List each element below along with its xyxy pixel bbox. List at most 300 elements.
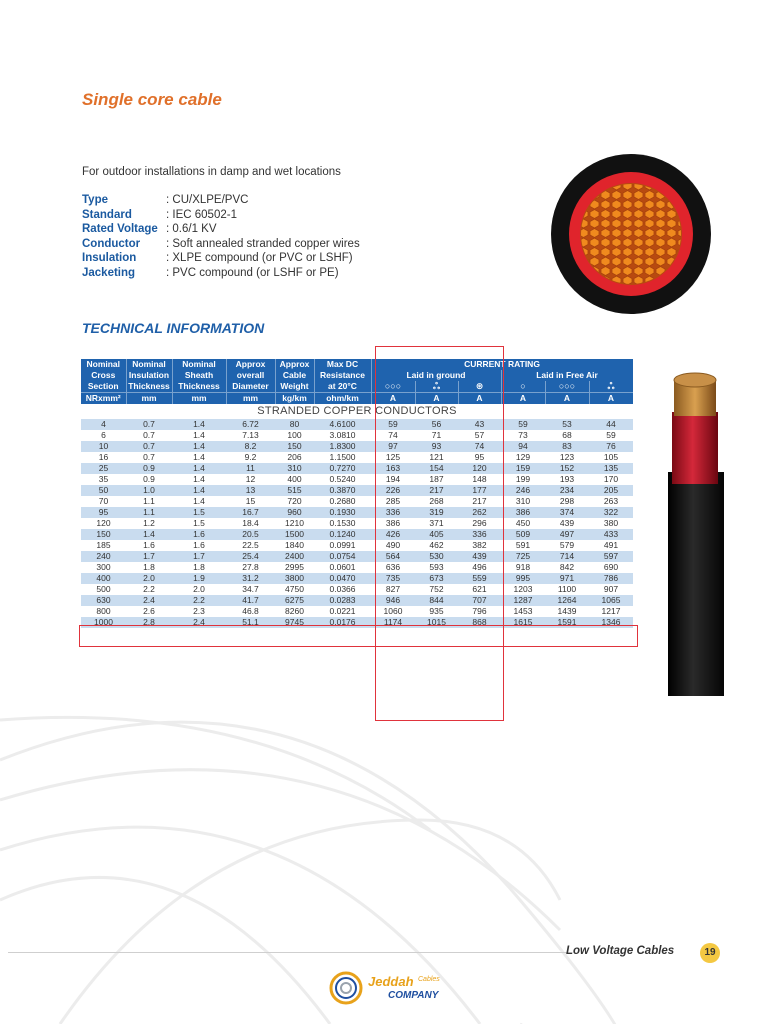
table-cell: 44 <box>589 419 633 430</box>
table-cell: 298 <box>545 496 589 507</box>
table-cell: 2995 <box>275 562 314 573</box>
table-cell: 593 <box>415 562 458 573</box>
table-cell: 796 <box>458 606 501 617</box>
table-cell: 105 <box>589 452 633 463</box>
table-cell: 1060 <box>371 606 415 617</box>
table-cell: 70 <box>81 496 126 507</box>
table-cell: 995 <box>501 573 545 584</box>
table-cell: 1287 <box>501 595 545 606</box>
table-row <box>81 496 633 507</box>
table-cell: 2400 <box>275 551 314 562</box>
table-cell: 25.4 <box>226 551 275 562</box>
table-cell: 1.4 <box>172 496 226 507</box>
table-cell: 240 <box>81 551 126 562</box>
table-cell: 735 <box>371 573 415 584</box>
table-cell: 1174 <box>371 617 415 628</box>
table-cell: 1.7 <box>172 551 226 562</box>
table-cell: 400 <box>275 474 314 485</box>
table-cell: 129 <box>501 452 545 463</box>
table-cell: 95 <box>458 452 501 463</box>
table-cell: 206 <box>275 452 314 463</box>
table-cell: 496 <box>458 562 501 573</box>
table-cell: 530 <box>415 551 458 562</box>
table-cell: 1.7 <box>126 551 172 562</box>
table-cell: 0.0991 <box>314 540 371 551</box>
page-number: 19 <box>700 943 720 963</box>
table-cell: 121 <box>415 452 458 463</box>
table-cell: 935 <box>415 606 458 617</box>
table-cell: 1.1 <box>126 496 172 507</box>
table-cell: 371 <box>415 518 458 529</box>
table-cell: 83 <box>545 441 589 452</box>
table-cell: 400 <box>81 573 126 584</box>
table-cell: 462 <box>415 540 458 551</box>
table-cell: 263 <box>589 496 633 507</box>
table-cell: 199 <box>501 474 545 485</box>
table-row <box>81 474 633 485</box>
table-cell: 0.7 <box>126 452 172 463</box>
logo-text: Jeddah <box>368 974 414 989</box>
table-cell: 152 <box>545 463 589 474</box>
table-cell: 1.4 <box>172 430 226 441</box>
table-cell: 707 <box>458 595 501 606</box>
single-spaced-icon: ○ <box>501 381 545 393</box>
table-cell: 0.0601 <box>314 562 371 573</box>
table-cell: 2.4 <box>172 617 226 628</box>
table-cell: 95 <box>81 507 126 518</box>
table-cell: 1.4 <box>126 529 172 540</box>
footer-divider <box>8 952 568 953</box>
table-cell: 1.4 <box>172 463 226 474</box>
table-cell: 34.7 <box>226 584 275 595</box>
table-cell: 3.0810 <box>314 430 371 441</box>
header-cell: Thickness <box>172 381 226 393</box>
table-cell: 1203 <box>501 584 545 595</box>
spec-row <box>82 266 360 281</box>
table-cell: 51.1 <box>226 617 275 628</box>
table-cell: 2.4 <box>126 595 172 606</box>
table-cell: 1.8300 <box>314 441 371 452</box>
table-row <box>81 430 633 441</box>
table-cell: 322 <box>589 507 633 518</box>
table-cell: 1615 <box>501 617 545 628</box>
table-cell: 71 <box>415 430 458 441</box>
table-cell: 217 <box>415 485 458 496</box>
table-cell: 1100 <box>545 584 589 595</box>
section-label: STRANDED COPPER CONDUCTORS <box>81 404 633 419</box>
table-cell: 720 <box>275 496 314 507</box>
table-cell: 4.6100 <box>314 419 371 430</box>
unit-cell: ohm/km <box>314 393 371 405</box>
table-cell: 194 <box>371 474 415 485</box>
table-cell: 16.7 <box>226 507 275 518</box>
table-cell: 450 <box>501 518 545 529</box>
table-cell: 2.2 <box>172 595 226 606</box>
unit-cell: mm <box>126 393 172 405</box>
table-cell: 43 <box>458 419 501 430</box>
table-cell: 319 <box>415 507 458 518</box>
table-cell: 439 <box>458 551 501 562</box>
table-cell: 1500 <box>275 529 314 540</box>
table-cell: 6275 <box>275 595 314 606</box>
table-cell: 2.0 <box>126 573 172 584</box>
table-cell: 0.0754 <box>314 551 371 562</box>
table-cell: 11 <box>226 463 275 474</box>
table-cell: 1453 <box>501 606 545 617</box>
header-cell: Section <box>81 381 126 393</box>
table-cell: 9.2 <box>226 452 275 463</box>
spec-value: : CU/XLPE/PVC <box>166 194 249 206</box>
table-cell: 187 <box>415 474 458 485</box>
table-cell: 380 <box>589 518 633 529</box>
table-body <box>81 404 633 628</box>
header-cell: Insulation <box>126 370 172 381</box>
table-cell: 786 <box>589 573 633 584</box>
logo-ring-icon <box>328 970 364 1006</box>
table-cell: 336 <box>458 529 501 540</box>
table-cell: 0.3870 <box>314 485 371 496</box>
header-cell: Max DC <box>314 359 371 370</box>
table-cell: 500 <box>81 584 126 595</box>
table-cell: 1.5 <box>172 518 226 529</box>
unit-cell: mm <box>172 393 226 405</box>
table-cell: 1.1 <box>126 507 172 518</box>
unit-cell: A <box>371 393 415 405</box>
table-cell: 1264 <box>545 595 589 606</box>
header-cell: Laid in ground <box>371 370 501 381</box>
unit-cell: A <box>545 393 589 405</box>
table-cell: 3800 <box>275 573 314 584</box>
table-cell: 946 <box>371 595 415 606</box>
table-cell: 125 <box>371 452 415 463</box>
table-cell: 94 <box>501 441 545 452</box>
table-cell: 163 <box>371 463 415 474</box>
table-cell: 621 <box>458 584 501 595</box>
intro-text: For outdoor installations in damp and wet locations <box>82 166 341 178</box>
table-cell: 150 <box>81 529 126 540</box>
cable-side-image <box>664 372 726 696</box>
table-cell: 123 <box>545 452 589 463</box>
table-cell: 177 <box>458 485 501 496</box>
table-cell: 336 <box>371 507 415 518</box>
table-cell: 1.6 <box>172 529 226 540</box>
spec-row <box>82 222 360 237</box>
table-cell: 433 <box>589 529 633 540</box>
table-cell: 135 <box>589 463 633 474</box>
table-cell: 310 <box>501 496 545 507</box>
table-cell: 41.7 <box>226 595 275 606</box>
table-cell: 35 <box>81 474 126 485</box>
table-cell: 285 <box>371 496 415 507</box>
unit-cell: A <box>501 393 545 405</box>
table-cell: 80 <box>275 419 314 430</box>
spec-key: Type <box>82 194 108 206</box>
header-cell: overall <box>226 370 275 381</box>
table-cell: 1.8 <box>172 562 226 573</box>
table-cell: 405 <box>415 529 458 540</box>
table-cell: 120 <box>81 518 126 529</box>
table-row <box>81 452 633 463</box>
table-cell: 246 <box>501 485 545 496</box>
table-cell: 0.0470 <box>314 573 371 584</box>
table-row <box>81 540 633 551</box>
header-cell: Approx <box>226 359 275 370</box>
table-row <box>81 584 633 595</box>
table-cell: 8.2 <box>226 441 275 452</box>
table-row <box>81 551 633 562</box>
table-row <box>81 507 633 518</box>
table-cell: 1.5 <box>172 507 226 518</box>
table-cell: 1210 <box>275 518 314 529</box>
spec-key: Insulation <box>82 252 137 265</box>
table-cell: 205 <box>589 485 633 496</box>
table-cell: 268 <box>415 496 458 507</box>
company-logo <box>328 970 468 1008</box>
table-cell: 120 <box>458 463 501 474</box>
spec-key: Conductor <box>82 237 141 250</box>
table-cell: 57 <box>458 430 501 441</box>
table-cell: 300 <box>81 562 126 573</box>
table-cell: 960 <box>275 507 314 518</box>
table-cell: 1.6 <box>172 540 226 551</box>
table-cell: 1591 <box>545 617 589 628</box>
table-cell: 800 <box>81 606 126 617</box>
table-cell: 150 <box>275 441 314 452</box>
table-cell: 497 <box>545 529 589 540</box>
table-cell: 154 <box>415 463 458 474</box>
table-cell: 1.1500 <box>314 452 371 463</box>
header-cell: Laid in Free Air <box>501 370 633 381</box>
header-cell: Nominal <box>81 359 126 370</box>
header-cell: Thickness <box>126 381 172 393</box>
table-cell: 310 <box>275 463 314 474</box>
table-cell: 374 <box>545 507 589 518</box>
table-cell: 20.5 <box>226 529 275 540</box>
table-cell: 636 <box>371 562 415 573</box>
header-cell: Resistance <box>314 370 371 381</box>
table-cell: 0.7 <box>126 419 172 430</box>
table-cell: 93 <box>415 441 458 452</box>
table-cell: 0.0283 <box>314 595 371 606</box>
logo-text-small: Cables <box>418 976 440 983</box>
table-cell: 59 <box>589 430 633 441</box>
unit-cell: NRxmm² <box>81 393 126 405</box>
spec-list <box>82 193 360 281</box>
table-cell: 1.9 <box>172 573 226 584</box>
table-cell: 490 <box>371 540 415 551</box>
table-cell: 515 <box>275 485 314 496</box>
table-row <box>81 419 633 430</box>
table-cell: 386 <box>371 518 415 529</box>
table-cell: 2.8 <box>126 617 172 628</box>
table-cell: 0.5240 <box>314 474 371 485</box>
table-cell: 27.8 <box>226 562 275 573</box>
table-cell: 714 <box>545 551 589 562</box>
spec-key: Jacketing <box>82 266 136 279</box>
table-cell: 382 <box>458 540 501 551</box>
table-cell: 0.0366 <box>314 584 371 595</box>
header-cell: CURRENT RATING <box>371 359 633 370</box>
table-cell: 0.7 <box>126 430 172 441</box>
table-cell: 6.72 <box>226 419 275 430</box>
table-cell: 386 <box>501 507 545 518</box>
table-cell: 1015 <box>415 617 458 628</box>
table-cell: 827 <box>371 584 415 595</box>
trefoil-touching-icon: ஃ <box>589 381 633 393</box>
table-cell: 15 <box>226 496 275 507</box>
table-row <box>81 441 633 452</box>
table-row <box>81 485 633 496</box>
table-cell: 1.4 <box>172 419 226 430</box>
header-cell: Diameter <box>226 381 275 393</box>
table-cell: 918 <box>501 562 545 573</box>
table-cell: 74 <box>371 430 415 441</box>
trefoil-bundled-icon: ⊛ <box>458 381 501 393</box>
table-cell: 1.2 <box>126 518 172 529</box>
table-cell: 76 <box>589 441 633 452</box>
table-cell: 0.1240 <box>314 529 371 540</box>
header-cell: Cable <box>275 370 314 381</box>
table-cell: 725 <box>501 551 545 562</box>
table-cell: 868 <box>458 617 501 628</box>
table-cell: 9745 <box>275 617 314 628</box>
spec-row <box>82 193 360 208</box>
table-cell: 1840 <box>275 540 314 551</box>
technical-table <box>81 359 634 628</box>
table-cell: 564 <box>371 551 415 562</box>
table-cell: 50 <box>81 485 126 496</box>
table-cell: 1346 <box>589 617 633 628</box>
header-cell: Nominal <box>172 359 226 370</box>
table-cell: 31.2 <box>226 573 275 584</box>
unit-cell: A <box>415 393 458 405</box>
table-header <box>81 359 633 404</box>
table-cell: 0.9 <box>126 463 172 474</box>
table-cell: 0.9 <box>126 474 172 485</box>
table-cell: 159 <box>501 463 545 474</box>
table-cell: 46.8 <box>226 606 275 617</box>
table-row <box>81 617 633 628</box>
spec-value: : IEC 60502-1 <box>166 208 237 221</box>
header-cell: Weight <box>275 381 314 393</box>
table-cell: 7.13 <box>226 430 275 441</box>
spec-row <box>82 251 360 266</box>
table-cell: 439 <box>545 518 589 529</box>
table-cell: 844 <box>415 595 458 606</box>
table-cell: 8260 <box>275 606 314 617</box>
table-cell: 426 <box>371 529 415 540</box>
table-cell: 4 <box>81 419 126 430</box>
table-row <box>81 529 633 540</box>
table-row <box>81 606 633 617</box>
page-title: Single core cable <box>82 90 222 109</box>
table-cell: 0.7270 <box>314 463 371 474</box>
table-cell: 0.2680 <box>314 496 371 507</box>
table-cell: 148 <box>458 474 501 485</box>
spec-value: : PVC compound (or LSHF or PE) <box>166 266 339 279</box>
table-cell: 2.0 <box>172 584 226 595</box>
table-cell: 2.3 <box>172 606 226 617</box>
header-cell: Approx <box>275 359 314 370</box>
table-cell: 630 <box>81 595 126 606</box>
table-row <box>81 573 633 584</box>
spec-key: Rated Voltage <box>82 223 158 236</box>
spec-row <box>82 208 360 223</box>
footer-section-label: Low Voltage Cables <box>566 945 675 957</box>
unit-cell: kg/km <box>275 393 314 405</box>
table-cell: 491 <box>589 540 633 551</box>
table-cell: 262 <box>458 507 501 518</box>
unit-cell: A <box>589 393 633 405</box>
table-cell: 59 <box>501 419 545 430</box>
table-cell: 1.6 <box>126 540 172 551</box>
table-cell: 2.2 <box>126 584 172 595</box>
table-cell: 597 <box>589 551 633 562</box>
table-cell: 1000 <box>81 617 126 628</box>
spec-value: : Soft annealed stranded copper wires <box>166 237 360 250</box>
trefoil-touching-icon: ஃ <box>415 381 458 393</box>
table-cell: 1.4 <box>172 452 226 463</box>
table-cell: 579 <box>545 540 589 551</box>
table-cell: 56 <box>415 419 458 430</box>
header-cell: Cross <box>81 370 126 381</box>
table-cell: 1.4 <box>172 474 226 485</box>
table-cell: 10 <box>81 441 126 452</box>
header-cell: at 20°C <box>314 381 371 393</box>
table-cell: 907 <box>589 584 633 595</box>
table-cell: 97 <box>371 441 415 452</box>
table-cell: 74 <box>458 441 501 452</box>
table-row <box>81 518 633 529</box>
table-cell: 0.0221 <box>314 606 371 617</box>
header-cell: Sheath <box>172 370 226 381</box>
table-cell: 59 <box>371 419 415 430</box>
table-row <box>81 562 633 573</box>
cable-cross-section-image <box>545 152 717 316</box>
table-cell: 4750 <box>275 584 314 595</box>
table-cell: 1.4 <box>172 441 226 452</box>
table-cell: 18.4 <box>226 518 275 529</box>
table-cell: 68 <box>545 430 589 441</box>
trefoil-flat-icon: ○○○ <box>371 381 415 393</box>
table-cell: 100 <box>275 430 314 441</box>
table-cell: 12 <box>226 474 275 485</box>
table-cell: 1439 <box>545 606 589 617</box>
spec-value: : 0.6/1 KV <box>166 223 217 236</box>
table-cell: 1065 <box>589 595 633 606</box>
table-cell: 1217 <box>589 606 633 617</box>
table-cell: 752 <box>415 584 458 595</box>
table-cell: 1.8 <box>126 562 172 573</box>
spec-row <box>82 237 360 252</box>
table-cell: 1.0 <box>126 485 172 496</box>
table-cell: 0.7 <box>126 441 172 452</box>
table-cell: 1.4 <box>172 485 226 496</box>
table-row <box>81 463 633 474</box>
units-row <box>81 393 633 405</box>
table-cell: 509 <box>501 529 545 540</box>
table-cell: 193 <box>545 474 589 485</box>
spec-value: : XLPE compound (or PVC or LSHF) <box>166 252 353 265</box>
table-cell: 6 <box>81 430 126 441</box>
table-cell: 226 <box>371 485 415 496</box>
logo-subtext: COMPANY <box>388 990 439 1001</box>
technical-heading: TECHNICAL INFORMATION <box>82 320 265 336</box>
table-cell: 559 <box>458 573 501 584</box>
table-cell: 591 <box>501 540 545 551</box>
header-cell: Nominal <box>126 359 172 370</box>
table-cell: 217 <box>458 496 501 507</box>
